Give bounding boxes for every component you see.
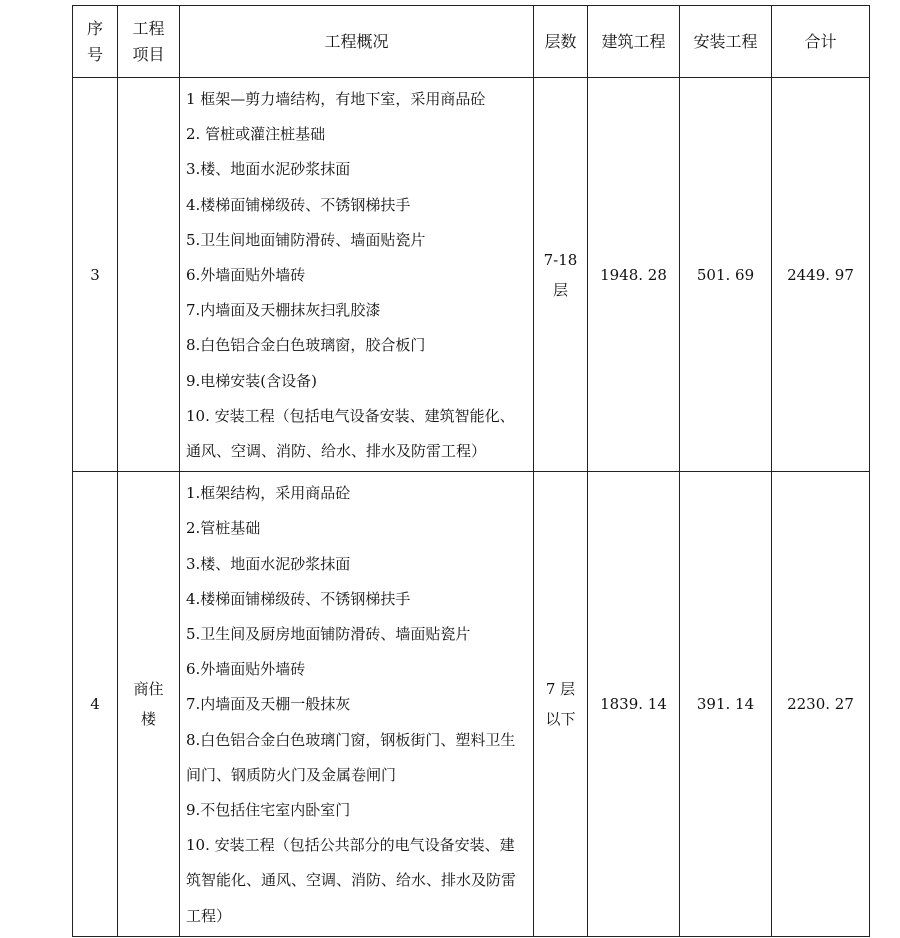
desc-line: 9.电梯安装(含设备): [186, 371, 318, 390]
desc-line: 工程）: [186, 906, 232, 925]
row-installation: 391. 14: [680, 472, 772, 937]
cost-table: [72, 5, 870, 937]
header-item-line: 工程: [132, 18, 165, 38]
desc-line: 4.楼梯面铺梯级砖、不锈钢梯扶手: [186, 195, 411, 214]
row-floors-line: 7 层: [545, 680, 576, 699]
desc-line: 7.内墙面及天棚一般抹灰: [186, 695, 351, 714]
row-floors-line: 7-18: [543, 250, 578, 269]
desc-line: 2.管桩基础: [186, 519, 261, 538]
header-row: [73, 6, 870, 78]
header-item: [118, 6, 180, 78]
desc-line: 8.白色铝合金白色玻璃窗，胶合板门: [186, 336, 426, 355]
desc-line: 2. 管桩或灌注桩基础: [186, 125, 326, 144]
header-total: 合计: [772, 6, 870, 78]
header-building: 建筑工程: [588, 6, 680, 78]
row-building: 1948. 28: [588, 78, 680, 472]
desc-line: 4.楼梯面铺梯级砖、不锈钢梯扶手: [186, 589, 411, 608]
header-desc: 工程概况: [180, 6, 534, 78]
row-item-line: 商住: [133, 680, 164, 699]
row-item-line: 楼: [140, 710, 156, 729]
row-installation: 501. 69: [680, 78, 772, 472]
header-installation: 安装工程: [680, 6, 772, 78]
desc-line: 7.内墙面及天棚抹灰扫乳胶漆: [186, 301, 381, 320]
desc-line: 10. 安装工程（包括公共部分的电气设备安装、建: [186, 836, 515, 855]
desc-line: 3.楼、地面水泥砂浆抹面: [186, 160, 351, 179]
row-total: 2449. 97: [772, 78, 870, 472]
row-floors-line: 层: [552, 280, 568, 299]
header-seq-line: 号: [86, 44, 103, 64]
desc-line: 1 框架—剪力墙结构，有地下室，采用商品砼: [186, 90, 486, 108]
row-floors-line: 以下: [545, 710, 576, 729]
row-floors: [534, 472, 588, 937]
desc-line: 5.卫生间地面铺防滑砖、墙面贴瓷片: [186, 230, 426, 249]
desc-line: 筑智能化、通风、空调、消防、给水、排水及防雷: [186, 871, 517, 890]
row-floors: [534, 78, 588, 472]
table-row: [73, 78, 870, 472]
row-seq: 3: [73, 78, 118, 472]
row-total: 2230. 27: [772, 472, 870, 937]
desc-line: 6.外墙面贴外墙砖: [186, 660, 306, 679]
header-floors: 层数: [534, 6, 588, 78]
header-seq: [73, 6, 118, 78]
header-seq-line: 序: [86, 18, 103, 38]
desc-line: 6.外墙面贴外墙砖: [186, 266, 306, 285]
desc-line: 10. 安装工程（包括电气设备安装、建筑智能化、: [186, 406, 515, 425]
desc-line: 1.框架结构，采用商品砼: [186, 484, 351, 503]
row-desc: [180, 472, 534, 937]
row-building: 1839. 14: [588, 472, 680, 937]
row-desc: [180, 78, 534, 472]
desc-line: 5.卫生间及厨房地面铺防滑砖、墙面贴瓷片: [186, 625, 471, 644]
desc-line: 3.楼、地面水泥砂浆抹面: [186, 554, 351, 573]
row-seq: 4: [73, 472, 118, 937]
row-item: [118, 472, 180, 937]
header-item-line: 项目: [132, 44, 165, 64]
row-item: [118, 78, 180, 472]
desc-line: 间门、钢质防火门及金属卷闸门: [186, 765, 397, 784]
desc-line: 8.白色铝合金白色玻璃门窗，钢板街门、塑料卫生: [186, 730, 516, 749]
desc-line: 通风、空调、消防、给水、排水及防雷工程）: [186, 442, 487, 461]
desc-line: 9.不包括住宅室内卧室门: [186, 801, 351, 820]
table-row: [73, 472, 870, 937]
